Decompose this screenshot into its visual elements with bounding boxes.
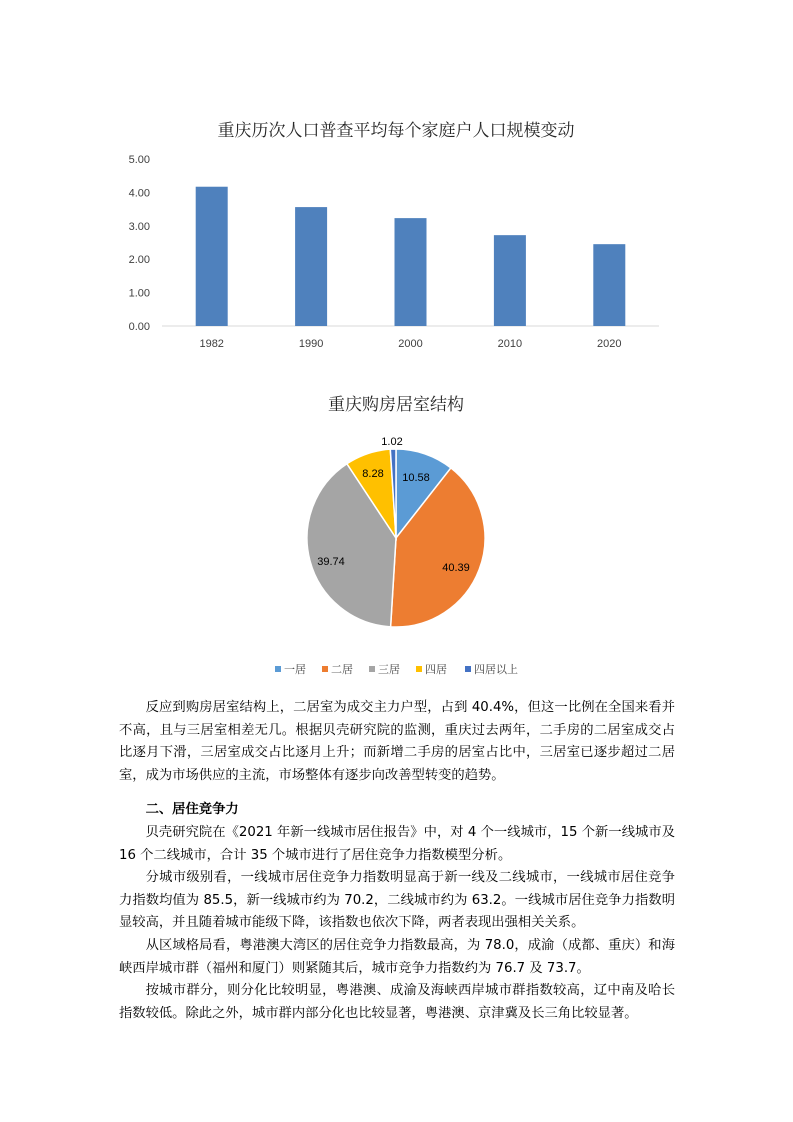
x-axis <box>199 338 621 350</box>
data-label: 8.28 <box>362 468 384 480</box>
section-heading: 二、居住竞争力 <box>145 802 239 818</box>
y-tick-label: 2.00 <box>128 254 150 267</box>
y-tick-label: 0.00 <box>128 321 150 333</box>
bar <box>295 207 327 326</box>
bar <box>494 235 526 326</box>
data-label: 39.74 <box>317 556 345 568</box>
bar-chart-title: 重庆历次人口普查平均每个家庭户人口规模变动 <box>217 121 575 141</box>
data-label: 40.39 <box>442 562 470 574</box>
legend-swatch <box>275 666 281 672</box>
pie-chart-title: 重庆购房居室结构 <box>328 395 464 415</box>
data-label: 10.58 <box>402 472 430 484</box>
paragraph: 按城市群分，则分化比较明显，粤港澳、成渝及海峡西岸城市群指数较高，辽中南及哈长指数较低。除此之外，城市群内部分化也比较显著，粤港澳、京津冀及长三角比较显著。 <box>119 983 675 1021</box>
legend-item <box>275 663 306 676</box>
legend-swatch <box>416 666 422 672</box>
y-tick-label: 4.00 <box>128 187 150 200</box>
data-label: 1.02 <box>381 436 403 448</box>
body-text <box>119 697 675 1025</box>
legend-label: 四居以上 <box>474 664 518 676</box>
legend-swatch <box>322 666 328 672</box>
paragraph: 分城市级别看，一线城市居住竞争力指数明显高于新一线及二线城市，一线城市居住竞争力指数均值为 85.5，新一线城市约为 70.2，二线城市约为 63.2。一线城市居住竞争力指数明显较高，并且随着城市能级下降，该指数也依次下降，两者表现出强相关关系。 <box>119 870 675 931</box>
paragraph: 反应到购房居室结构上，二居室为成交主力户型，占到 40.4%，但这一比例在全国来看并不高，且与三居室相差无几。根据贝壳研究院的监测，重庆过去两年，二手房的二居室成交占比逐月下滑，三居室成交占比逐月上升；而新增二手房的居室占比中，三居室已逐步超过二居室，成为市场供应的主流，市场整体有逐步向改善型转变的趋势。 <box>119 700 675 783</box>
household-size-bar-chart <box>0 0 793 370</box>
y-tick-label: 1.00 <box>128 287 150 300</box>
legend-item <box>322 663 353 676</box>
legend-label: 一居 <box>284 664 306 676</box>
x-tick-label: 2000 <box>398 338 423 350</box>
legend-label: 三居 <box>378 664 400 676</box>
bar <box>395 218 427 326</box>
legend-item <box>416 663 447 676</box>
paragraph: 从区域格局看，粤港澳大湾区的居住竞争力指数最高，为 78.0，成渝（成都、重庆）和海峡西岸城市群（福州和厦门）则紧随其后，城市竞争力指数约为 76.7 及 73.7。 <box>119 937 675 976</box>
bar <box>196 187 228 326</box>
x-tick-label: 2010 <box>497 338 523 350</box>
paragraph: 贝壳研究院在《2021 年新一线城市居住报告》中，对 4 个一线城市，15 个新一线城市及 16 个二线城市，合计 35 个城市进行了居住竞争力指数模型分析。 <box>119 824 675 863</box>
room-structure-pie-chart <box>0 370 793 690</box>
x-tick-label: 2020 <box>597 338 622 350</box>
bar-series <box>196 187 626 326</box>
legend-item <box>465 662 518 676</box>
y-axis <box>129 154 150 333</box>
y-tick-label: 3.00 <box>128 220 150 233</box>
legend-item <box>369 663 400 676</box>
bar <box>593 244 625 326</box>
x-tick-label: 1982 <box>199 338 224 350</box>
legend-swatch <box>465 666 471 672</box>
legend-swatch <box>369 666 375 672</box>
pie-series <box>307 449 485 627</box>
legend <box>275 662 518 676</box>
x-tick-label: 1990 <box>298 338 324 350</box>
legend-label: 二居 <box>331 664 353 676</box>
y-tick-label: 5.00 <box>128 154 150 166</box>
legend-label: 四居 <box>425 664 447 676</box>
